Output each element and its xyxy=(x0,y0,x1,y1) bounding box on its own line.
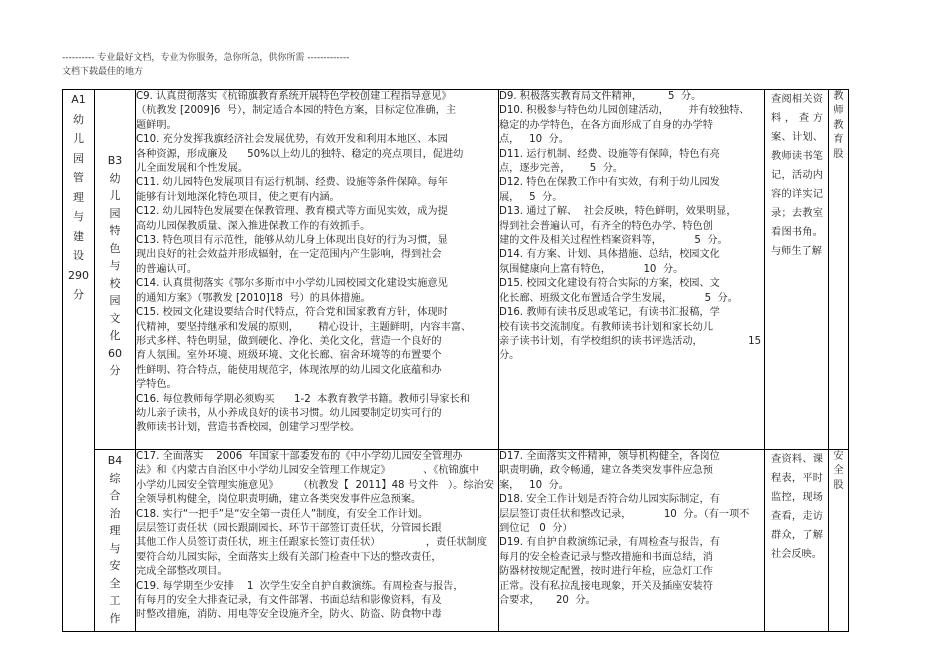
label-char: 儿 xyxy=(73,132,84,145)
label-char: 分 xyxy=(109,364,121,377)
label-char: 与 xyxy=(109,259,121,272)
scoring-item: D13. 通过了解、 社会反映，特色鲜明，效果明显， 得到社会普遍认可，有齐全的特色办学、特色创 建的文件及相关过程性档案资料等， 5 分。 xyxy=(499,206,737,247)
scoring-item: D10. 积极参与特色幼儿园创建活动， 并有较独特、 稳定的办学特色，在各方面形成了自身的办学特 点， 10 分。 xyxy=(499,105,750,146)
content-item: C19. 每学期至少安排 1 次学生安全自护自救演练。有周检查与报告， 有每月的安全大排查记录，有文件部署、书面总结和影像资料，有及 时整改措施，消防、用电等安全设施齐全，防火、防盗、防食物中毒 xyxy=(136,580,464,621)
label-char: 理 xyxy=(73,190,84,204)
label-char: 园 xyxy=(73,151,84,165)
scoring-item: D12. 特色在保教工作中有实效，有利于幼儿园发 展， 5 分。 xyxy=(499,177,720,203)
label-char: 290 xyxy=(68,268,89,282)
label-char: 作 xyxy=(109,611,121,625)
section-label xyxy=(95,90,135,380)
scoring-item: D16. 教师有读书反思或笔记，有读书汇报稿，学 校有读书交流制度。有教师读书计划和家长幼儿 亲子读书计划，有学校组织的读书评选活动， 15 分。 xyxy=(499,307,762,362)
scoring-list xyxy=(499,450,764,608)
page-header-line: ---------- 专业最好文档，专业为你服务，急你所急，供你所需 ------------- xyxy=(62,53,350,63)
label-char: B3 xyxy=(107,154,123,167)
category-cell xyxy=(63,90,95,632)
scoring-item: D17. 全面落实文件精神，领导机构健全，各岗位 职责明确，政令畅通，建立各类突发事件应急预 案， 10 分。 xyxy=(499,451,720,491)
section-label-cell xyxy=(95,450,136,632)
content-list xyxy=(136,450,498,623)
department-name: 教师教育股 xyxy=(833,91,844,160)
content-cell xyxy=(136,90,499,450)
content-item: C9. 认真贯彻落实《杭锦旗教育系统开展特色学校创建工程指导意见》 （杭教发 [2009]6 号），制定适合本园的特色方案，目标定位准确，主 题鲜明。 xyxy=(136,91,457,131)
label-char: 校 xyxy=(109,276,121,290)
label-char: 与 xyxy=(109,541,121,555)
content-list xyxy=(136,90,498,436)
scoring-item: D19. 有自护自救演练记录，有周检查与报告，有 每月的安全检查记录与整改措施和书面总结，消 防器材按规定配置，按时进行年检，应急灯工作 正常。没有私拉乱接电现象，开关及插座安装符 合要求， 20 分。 xyxy=(499,537,720,607)
content-item: C18. 实行“一把手”是“安全第一责任人”制度，有安全工作计划。 层层签订责任状（园长跟副园长、环节干部签订责任状，分管园长跟 其他工作人员签订责任状，班主任跟家长签订责任状） ，责任状制度 要符合幼儿园实际，全面落实上级有关部门检查中下达的整改责任， 完成全部整改项目。 xyxy=(136,508,487,578)
label-char: 建 xyxy=(73,229,84,243)
method-text: 查阅相关资料，查方案、计划、教师读书笔记，活动内容的详实记录；去教室看图书角。与师生了解 xyxy=(771,94,823,257)
content-cell xyxy=(136,450,499,632)
label-char: 儿 xyxy=(109,189,121,202)
label-char: 文 xyxy=(109,311,121,325)
department-name: 安全股 xyxy=(833,451,844,491)
label-char: 与 xyxy=(73,210,84,223)
label-char: 60 xyxy=(108,346,122,360)
label-char: 园 xyxy=(109,294,121,307)
label-char: 幼 xyxy=(73,112,84,126)
label-char: 园 xyxy=(109,206,121,220)
department-cell xyxy=(829,90,849,450)
scoring-item: D14. 有方案、计划、具体措施、总结，校园文化 氛围健康向上富有特色， 10 分。 xyxy=(499,249,720,275)
label-char: A1 xyxy=(71,93,86,106)
department-cell xyxy=(829,450,849,632)
label-char: 分 xyxy=(73,288,84,301)
label-char: 幼 xyxy=(109,171,121,185)
label-char: 化 xyxy=(109,329,121,342)
method-cell xyxy=(765,450,829,632)
label-char: 理 xyxy=(109,524,121,537)
content-item: C14. 认真贯彻落实《鄂尔多斯市中小学幼儿园校园文化建设实施意见 的通知方案》（鄂教发 [2010]18 号）的具体措施。 xyxy=(136,278,448,304)
page-header-subline: 文档下载最佳的地方 xyxy=(62,67,144,77)
label-char: 设 xyxy=(73,249,84,262)
label-char: 色 xyxy=(109,241,121,255)
content-item: C13. 特色项目有示范性，能够从幼儿身上体现出良好的行为习惯，显 现出良好的社会效益并形成辐射，在一定范围内产生影响，得到社会 的普遍认可。 xyxy=(136,235,448,275)
content-item: C17. 全面落实 2006 年国家十部委发布的《中小学幼儿园安全管理办 法》和《内蒙古自治区中小学幼儿园安全管理工作规定》 、《杭锦旗中 小学幼儿园安全管理实施意见》 （杭教发【 2011】48 号文件 ）。综治安 全领导机构健全，岗位职责明确，建立各类突发事件应急预案。 xyxy=(136,451,494,506)
section-label-cell xyxy=(95,90,136,450)
category-label xyxy=(63,90,94,305)
label-char: 特 xyxy=(109,224,121,237)
content-item: C10. 充分发挥我旗经济社会发展优势，有效开发和利用本地区、本园 各种资源，形成廉及 50%以上幼儿的独特、稳定的亮点项目，促进幼 儿全面发展和个性发展。 xyxy=(136,134,464,175)
content-item: C11. 幼儿园特色发展项目有运行机制、经费、设施等条件保障。每年 能够有计划地深化特色项目，使之更有内涵。 xyxy=(136,177,448,203)
label-char: 治 xyxy=(109,506,121,520)
scoring-item: D9. 积极落实教育局文件精神， 5 分。 xyxy=(499,91,702,102)
method-text: 查资料、课程表，平时监控，现场查看，走访群众，了解社会反映。 xyxy=(771,454,823,560)
content-item: C15. 校园文化建设要结合时代特点，符合党和国家教育方针，体现时 代精神，要坚持继承和发展的原则， 精心设计，主题鲜明，内容丰富、 形式多样、特色明显，做到硬化、净化、美化文化，营造一个良好的 育人氛围。室外环境、班级环境、文化长廊、宿舍环境等的布置要个 性鲜明、符合特点，能使用规范字，体现浓厚的幼儿园文化底蕴和办 学特色。 xyxy=(136,307,472,391)
scoring-list xyxy=(499,90,764,364)
section-label xyxy=(95,450,135,627)
table-row xyxy=(63,450,849,632)
scoring-cell xyxy=(499,450,765,632)
content-item: C12. 幼儿园特色发展要在保教管理、教育模式等方面见实效，成为提 高幼儿园保教质量、深入推进保教工作的有效抓手。 xyxy=(136,206,448,232)
table-row xyxy=(63,90,849,450)
label-char: 安 xyxy=(109,559,121,572)
scoring-cell xyxy=(499,90,765,450)
label-char: 全 xyxy=(109,576,121,590)
label-char: 综 xyxy=(109,471,121,485)
label-char: 管 xyxy=(73,171,84,184)
evaluation-table xyxy=(62,89,849,632)
content-item: C16. 每位教师每学期必须购买 1-2 本教育教学书籍。教师引导家长和 幼儿亲子读书，从小养成良好的读书习惯。幼儿园要制定切实可行的 教师读书计划，营造书香校园，创建学习型学校。 xyxy=(136,393,470,434)
label-char: B4 xyxy=(107,454,123,467)
label-char: 工 xyxy=(109,594,121,607)
scoring-item: D11. 运行机制、经费、设施等有保障，特色有亮 点，逐步完善， 5 分。 xyxy=(499,148,720,175)
method-cell xyxy=(765,90,829,450)
scoring-item: D15. 校园文化建设有符合实际的方案，校园、文 化长廊、班级文化布置适合学生发展， 5 分。 xyxy=(499,278,738,304)
label-char: 合 xyxy=(109,489,121,502)
scoring-item: D18. 安全工作计划是否符合幼儿园实际制定，有 层层签订责任状和整改记录， 10 分。（有一项不 到位记 0 分） xyxy=(499,494,750,535)
